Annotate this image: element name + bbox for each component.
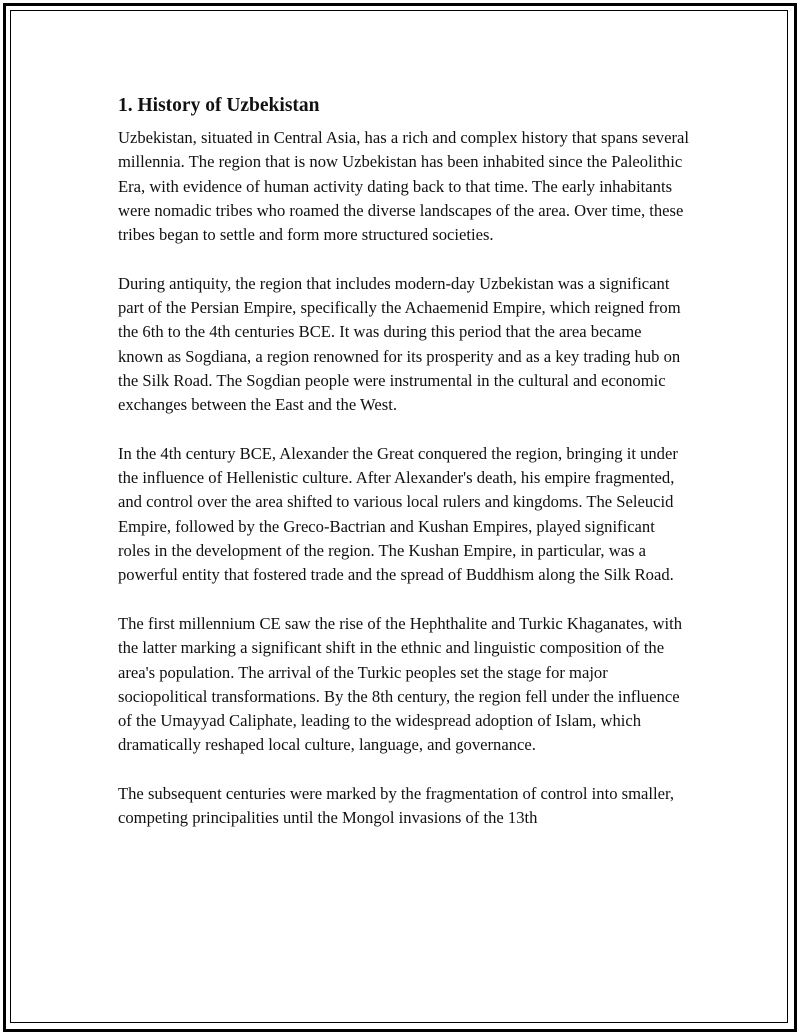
paragraph-1: Uzbekistan, situated in Central Asia, has a rich and complex history that spans several millennia. The region that is now Uzbekistan has been inhabited since the Paleolithic Era, with evidence of human activity dating back to that time. The early inhabitants were nomadic tribes who roamed the diverse landscapes of the area. Over time, these tribes began to settle and form more structured societies. bbox=[118, 128, 689, 245]
paragraph-3: In the 4th century BCE, Alexander the Great conquered the region, bringing it under the influence of Hellenistic culture. After Alexander's death, his empire fragmented, and control over the area shifted to various local rulers and kingdoms. The Seleucid Empire, followed by the Greco-Bactrian and Kushan Empires, played significant roles in the development of the region. The Kushan Empire, in particular, was a powerful entity that fostered trade and the spread of Buddhism along the Silk Road. bbox=[118, 443, 678, 585]
section-heading: 1. History of Uzbekistan bbox=[118, 95, 320, 116]
paragraph-5: The subsequent centuries were marked by the fragmentation of control into smaller, competing principalities until the Mongol invasions of the 13th bbox=[118, 784, 674, 828]
paragraph-4: The first millennium CE saw the rise of the Hephthalite and Turkic Khaganates, with the latter marking a significant shift in the ethnic and linguistic composition of the area's population. The arrival of the Turkic peoples set the stage for major sociopolitical transformations. By the 8th century, the region fell under the influence of the Umayyad Caliphate, leading to the widespread adoption of Islam, which dramatically reshaped local culture, language, and governance. bbox=[118, 613, 683, 755]
document-body bbox=[118, 94, 690, 855]
paragraph-2: During antiquity, the region that includes modern-day Uzbekistan was a significant part of the Persian Empire, specifically the Achaemenid Empire, which reigned from the 6th to the 4th centuries BCE. It was during this period that the area became known as Sogdiana, a region renowned for its prosperity and as a key trading hub on the Silk Road. The Sogdian people were instrumental in the cultural and economic exchanges between the East and the West. bbox=[118, 273, 681, 415]
